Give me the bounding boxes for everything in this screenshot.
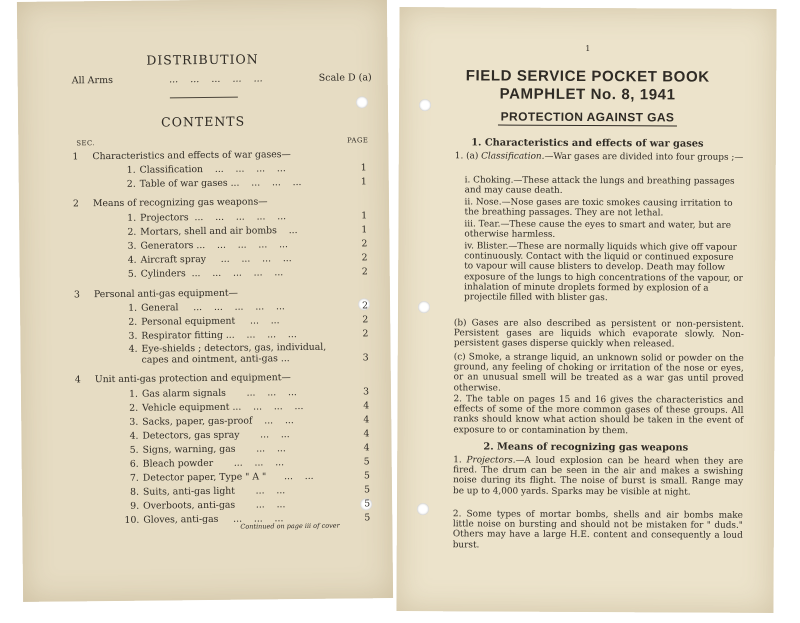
contents-item bbox=[125, 470, 370, 484]
item-page: 2 bbox=[362, 300, 369, 312]
contents-item bbox=[123, 314, 368, 328]
item-page: 4 bbox=[363, 400, 370, 412]
distribution-row bbox=[72, 72, 372, 86]
item-number: 2. bbox=[129, 402, 139, 414]
contents-item bbox=[123, 252, 368, 266]
contents-item bbox=[123, 300, 368, 314]
section-title: Characteristics and effects of war gases— bbox=[92, 149, 291, 163]
left-page bbox=[17, 0, 393, 602]
item-number: 5. bbox=[127, 268, 137, 280]
section-title: Personal anti-gas equipment— bbox=[93, 287, 238, 301]
item-text: Table of war gases ... ... ... ... bbox=[139, 176, 302, 190]
right-page bbox=[396, 7, 776, 613]
item-text: Overboots, anti-gas ... ... bbox=[143, 499, 286, 512]
item-number: 1. bbox=[126, 164, 136, 176]
book-title: FIELD SERVICE POCKET BOOK bbox=[465, 67, 710, 86]
item-page: 2 bbox=[362, 314, 369, 326]
contents-item bbox=[122, 210, 367, 224]
group-blister: iv. Blister.—These are normally liquids which give off vapour continuously. Contact with the liquid or continued exposure to vapour will cause blisters to develop. Death may follow exposure of the lungs to high concentrations of the vapour, or inhalation of minute droplets formed by explosion of a projectile filled with blister gas. bbox=[464, 241, 743, 304]
item-text: Sacks, paper, gas-proof ... ... bbox=[142, 415, 294, 428]
item-text: Gloves, anti-gas ... ... ... bbox=[143, 513, 284, 526]
contents-item bbox=[124, 414, 369, 428]
section-number: 3 bbox=[73, 289, 80, 301]
pamphlet-title: PAMPHLET No. 8, 1941 bbox=[499, 85, 676, 104]
item-number: 9. bbox=[130, 500, 140, 512]
para-lead: 1. bbox=[453, 455, 467, 466]
para-italic: Classification. bbox=[481, 151, 545, 162]
item-page: 4 bbox=[363, 414, 370, 426]
item-page: 1 bbox=[360, 176, 367, 188]
item-number: 8. bbox=[130, 486, 140, 498]
page-header: PAGE bbox=[347, 136, 369, 145]
item-page: 4 bbox=[363, 428, 370, 440]
leader-dots: ... ... ... ... ... bbox=[168, 73, 263, 86]
item-text: Generators ... ... ... ... ... bbox=[140, 239, 289, 252]
contents-item bbox=[125, 484, 370, 498]
item-text: Projectors ... ... ... ... ... bbox=[140, 211, 287, 224]
section-heading bbox=[72, 195, 373, 210]
contents-item bbox=[124, 400, 369, 414]
item-text: Eye-shields ; detectors, gas, individual, capes and ointment, anti-gas ... bbox=[141, 341, 327, 366]
contents-title: CONTENTS bbox=[161, 113, 246, 130]
section-number: 2 bbox=[72, 198, 79, 210]
para-lead: 1. (a) bbox=[454, 151, 482, 162]
scale-label: Scale D (a) bbox=[318, 72, 372, 84]
contents-item bbox=[123, 328, 368, 342]
group-tear: iii. Tear.—These cause the eyes to smart and water, but are otherwise harmless. bbox=[464, 219, 732, 241]
section-heading-1: 1. Characteristics and effects of war gases bbox=[471, 137, 704, 150]
punch-hole bbox=[418, 301, 430, 313]
divider bbox=[170, 97, 238, 99]
item-number: 1. bbox=[127, 212, 137, 224]
contents-item bbox=[123, 341, 368, 366]
item-number: 10. bbox=[124, 514, 140, 526]
paragraph-smoke: (c) Smoke, a strange liquid, an unknown solid or powder on the ground, any feeling of choking or irritation of the nose or eyes, or an unusual smell will be treated as a war gas until proved otherwise. bbox=[453, 352, 744, 394]
item-text: Cylinders ... ... ... ... ... bbox=[140, 267, 284, 280]
item-page: 1 bbox=[361, 210, 368, 222]
punch-hole bbox=[356, 96, 368, 108]
item-number: 3. bbox=[127, 240, 137, 252]
subtitle: PROTECTION AGAINST GAS bbox=[498, 110, 678, 127]
contents-item bbox=[125, 498, 370, 512]
item-number: 1. bbox=[129, 388, 139, 400]
item-text: Respirator fitting ... ... ... ... bbox=[141, 329, 297, 342]
paragraph-classification bbox=[455, 151, 745, 163]
item-text: Signs, warning, gas ... ... bbox=[142, 443, 286, 456]
contents-item bbox=[125, 442, 370, 456]
item-text: Suits, anti-gas light ... ... bbox=[142, 485, 286, 498]
contents-item bbox=[124, 386, 369, 400]
contents-item bbox=[122, 224, 367, 238]
item-text: Detector paper, Type " A " ... ... bbox=[142, 470, 314, 484]
item-page: 1 bbox=[361, 224, 368, 236]
contents-item bbox=[122, 176, 367, 190]
item-number: 3. bbox=[129, 416, 139, 428]
item-page: 2 bbox=[361, 252, 368, 264]
paragraph-mortar: 2. Some types of mortar bombs, shells and air bombs make little noise on bursting and should not be mistaken for " duds." Others may have a large H.E. content and consequently a loud burst. bbox=[452, 509, 743, 551]
continued-note: Continued on page iii of cover bbox=[240, 521, 340, 531]
item-page: 5 bbox=[363, 456, 370, 468]
item-text: Aircraft spray ... ... ... ... bbox=[140, 253, 292, 266]
all-arms-label: All Arms bbox=[71, 74, 114, 87]
item-text: Detectors, gas spray ... ... bbox=[142, 429, 290, 442]
section-title: Means of recognizing gas weapons— bbox=[92, 196, 268, 210]
section-number: 4 bbox=[74, 374, 81, 386]
item-text: Gas alarm signals ... ... ... bbox=[141, 387, 297, 400]
item-text: Bleach powder ... ... ... bbox=[142, 457, 285, 470]
paragraph-projectors bbox=[453, 455, 743, 497]
contents-item bbox=[125, 456, 370, 470]
item-text: Mortars, shell and air bombs ... bbox=[140, 225, 298, 238]
item-page: 4 bbox=[363, 442, 370, 454]
contents-item bbox=[123, 266, 368, 280]
item-page: 5 bbox=[364, 498, 371, 510]
column-headers bbox=[76, 136, 368, 147]
paragraph-table-ref: 2. The table on pages 15 and 16 gives the characteristics and effects of some of the more common gases of these groups. All ranks should know what action should be taken in the event of exposure to or contamination by them. bbox=[453, 394, 744, 436]
para-rest: —A loud explosion can be heard when they are fired. The drum can be seen in the air and makes a swishing noise during its flight. The noise of burst is small. Range may be up to 4,000 yards. Sparks may be visible at night. bbox=[453, 455, 744, 498]
item-text: Classification ... ... ... ... bbox=[139, 163, 286, 176]
item-number: 5. bbox=[129, 444, 139, 456]
para-rest: —War gases are divided into four groups ;— bbox=[544, 151, 744, 163]
item-number: 2. bbox=[127, 226, 137, 238]
contents-item bbox=[124, 428, 369, 442]
item-text: Vehicle equipment ... ... ... ... bbox=[142, 400, 304, 414]
punch-hole bbox=[417, 503, 429, 515]
item-page: 2 bbox=[361, 266, 368, 278]
paragraph-persistent: (b) Gases are also described as persistent or non-persistent. Persistent gases are liquids which evaporate slowly. Non-persistent gases disperse quickly when released. bbox=[453, 318, 744, 350]
section-heading bbox=[73, 286, 374, 301]
item-page: 3 bbox=[362, 386, 370, 398]
item-page: 1 bbox=[360, 162, 367, 174]
item-number: 4. bbox=[127, 254, 137, 266]
group-nose: ii. Nose.—Nose gases are toxic smokes causing irritation to the breathing passages. They are not lethal. bbox=[464, 197, 733, 219]
group-choking: i. Choking.—These attack the lungs and breathing passages and may cause death. bbox=[464, 175, 735, 197]
distribution-title: DISTRIBUTION bbox=[146, 51, 259, 68]
item-page: 2 bbox=[361, 238, 368, 250]
section-heading-2: 2. Means of recognizing gas weapons bbox=[483, 441, 689, 454]
contents-item bbox=[122, 162, 367, 176]
item-page: 5 bbox=[363, 470, 370, 482]
section-heading bbox=[72, 148, 372, 163]
sec-header: SEC. bbox=[76, 139, 96, 148]
item-text: General ... ... ... ... ... bbox=[141, 301, 285, 314]
item-number: 1. bbox=[128, 302, 138, 314]
item-number: 7. bbox=[129, 472, 139, 484]
item-page: 3 bbox=[362, 352, 369, 364]
item-text: Personal equipment ... ... bbox=[141, 315, 280, 328]
section-title: Unit anti-gas protection and equipment— bbox=[94, 372, 291, 386]
item-page: 5 bbox=[364, 484, 371, 496]
item-number: 3. bbox=[128, 330, 138, 342]
item-number: 2. bbox=[128, 316, 138, 328]
item-page: 2 bbox=[362, 328, 369, 340]
item-number: 4. bbox=[129, 430, 139, 442]
subtitle-wrap bbox=[399, 105, 776, 127]
item-page: 5 bbox=[364, 512, 371, 524]
contents-item bbox=[122, 238, 367, 252]
item-number: 4. bbox=[128, 343, 138, 355]
section-number: 1 bbox=[72, 151, 79, 163]
item-number: 2. bbox=[126, 178, 136, 190]
item-number: 6. bbox=[129, 458, 139, 470]
page-number: 1 bbox=[585, 43, 591, 54]
section-heading bbox=[74, 371, 375, 386]
para-italic: Projectors. bbox=[466, 455, 516, 466]
